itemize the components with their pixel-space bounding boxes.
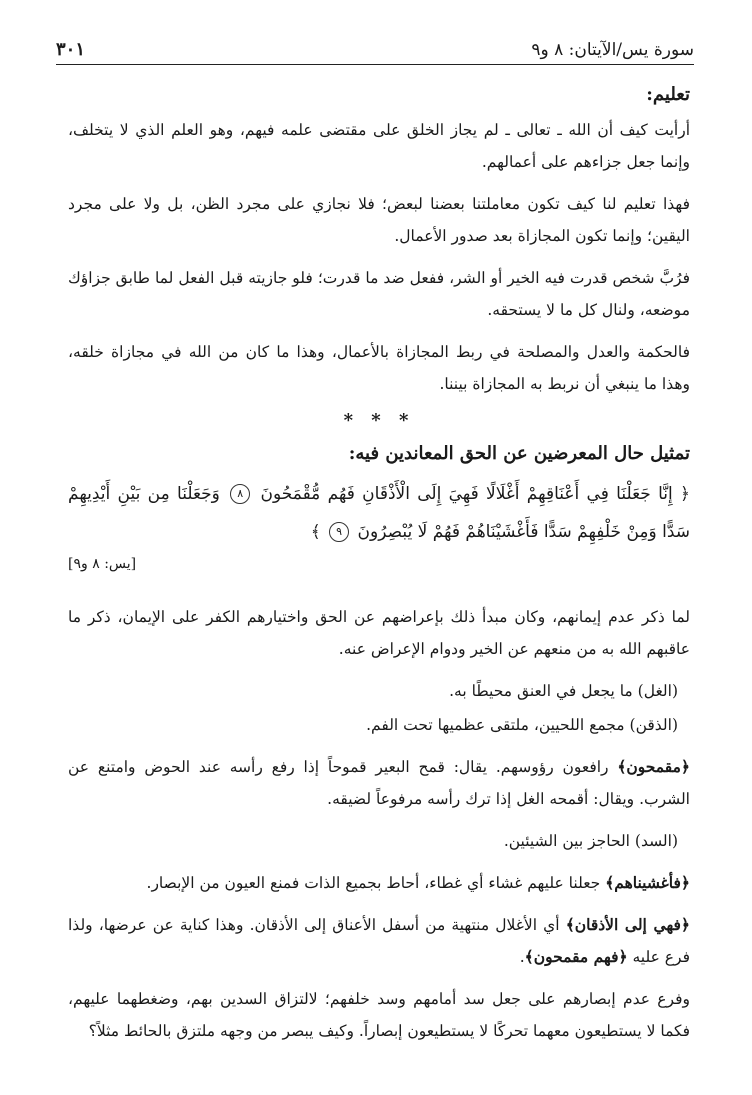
paragraph: أرأيت كيف أن الله ـ تعالى ـ لم يجاز الخلق على مقتضى علمه فيهم، وهو العلم الذي لا يتخلف، وإنما جعل جزاءهم على أعمالهم. xyxy=(68,121,690,171)
paragraph-text: رافعون رؤوسهم. يقال: قمح البعير قموحاً إذا رفع رأسه عند الحوض وامتنع عن الشرب. ويقال: أقمحه الغل إذا ترك رأسه مرفوعاً لضيقه. xyxy=(68,758,690,808)
page-number: ٣٠١ xyxy=(56,39,86,60)
paragraph-text: جعلنا عليهم غشاء أي غطاء، أحاط بجميع الذات فمنع العيون من الإبصار. xyxy=(146,874,606,892)
verse-text-1: ﴿ إِنَّا جَعَلْنَا فِي أَعْنَاقِهِمْ أَغْلَالًا فَهِيَ إِلَى الْأَذْقَانِ فَهُم مُّقْمَحُونَ xyxy=(260,484,691,504)
paragraph: فالحكمة والعدل والمصلحة في ربط المجازاة بالأعمال، وهذا ما كان من الله في مجازاة خلقه، وهذا ما ينبغي أن نربط به المجازاة بيننا. xyxy=(68,343,690,393)
paragraph: فهذا تعليم لنا كيف تكون معاملتنا بعضنا لبعض؛ فلا نجازي على مجرد الظن، بل ولا على مجرد اليقين؛ وإنما تكون المجازاة بعد صدور الأعمال. xyxy=(68,195,690,245)
verse-reference: [يس: ٨ و٩] xyxy=(68,556,137,572)
paragraph-text: . xyxy=(519,948,525,966)
running-title: سورة يس/الآيتان: ٨ و٩ xyxy=(531,40,694,60)
definition-line: (السد) الحاجز بين الشيئين. xyxy=(503,832,678,850)
keyword: ﴿مقمحون﴾ xyxy=(617,757,690,776)
keyword: ﴿فهم مقمحون﴾ xyxy=(524,947,628,966)
paragraph: فرُبَّ شخص قدرت فيه الخير أو الشر، ففعل ضد ما قدرت؛ فلو جازيته قبل الفعل لما طابق جزاؤك موضعه، ولنال كل ما لا يستحقه. xyxy=(68,269,690,319)
page-body xyxy=(68,80,690,1057)
section-heading-tamthil: تمثيل حال المعرضين عن الحق المعاندين فيه: xyxy=(348,443,690,464)
section-heading-talim: تعليم: xyxy=(646,84,690,105)
definition-line: (الذقن) مجمع اللحيين، ملتقى عظميها تحت الفم. xyxy=(366,716,678,734)
verse-close-bracket: ﴾ xyxy=(310,522,321,542)
keyword: ﴿فهي إلى الأذقان﴾ xyxy=(565,915,690,934)
keyword: ﴿فأغشيناهم﴾ xyxy=(605,873,690,892)
verse-number-marker: ٨ xyxy=(230,484,250,504)
section-separator: * * * xyxy=(343,410,415,431)
paragraph xyxy=(68,909,690,973)
verse-text-2: وَجَعَلْنَا مِن بَيْنِ أَيْدِيهِمْ سَدًّا وَمِنْ خَلْفِهِمْ سَدًّا فَأَغْشَيْنَاهُمْ فَهُمْ لَا يُبْصِرُونَ xyxy=(68,484,690,542)
paragraph: وفرع عدم إبصارهم على جعل سد أمامهم وسد خلفهم؛ لالتزاق السدين بهم، وضغطهما عليهم، فكما لا يستطيعون معهما تحركًا لا يستطيعون إبصاراً. وكيف يبصر من وجهه ملتزق بالحائط مثلاً؟ xyxy=(68,990,690,1040)
verse-number-marker: ٩ xyxy=(329,522,349,542)
paragraph: لما ذكر عدم إيمانهم، وكان مبدأ ذلك بإعراضهم عن الحق واختيارهم الكفر على الإيمان، ذكر ما عاقبهم الله به من منعهم عن الخير ودوام الإعراض عنه. xyxy=(68,608,690,658)
page-header xyxy=(56,30,694,65)
paragraph xyxy=(68,751,690,815)
definition-line: (الغل) ما يجعل في العنق محيطًا به. xyxy=(449,682,678,700)
quran-verse xyxy=(68,475,690,551)
paragraph-text: أي الأغلال منتهية من أسفل الأعناق إلى الأذقان. وهذا كناية عن عرضها، ولذا فرع عليه xyxy=(68,916,690,966)
paragraph xyxy=(68,867,690,899)
